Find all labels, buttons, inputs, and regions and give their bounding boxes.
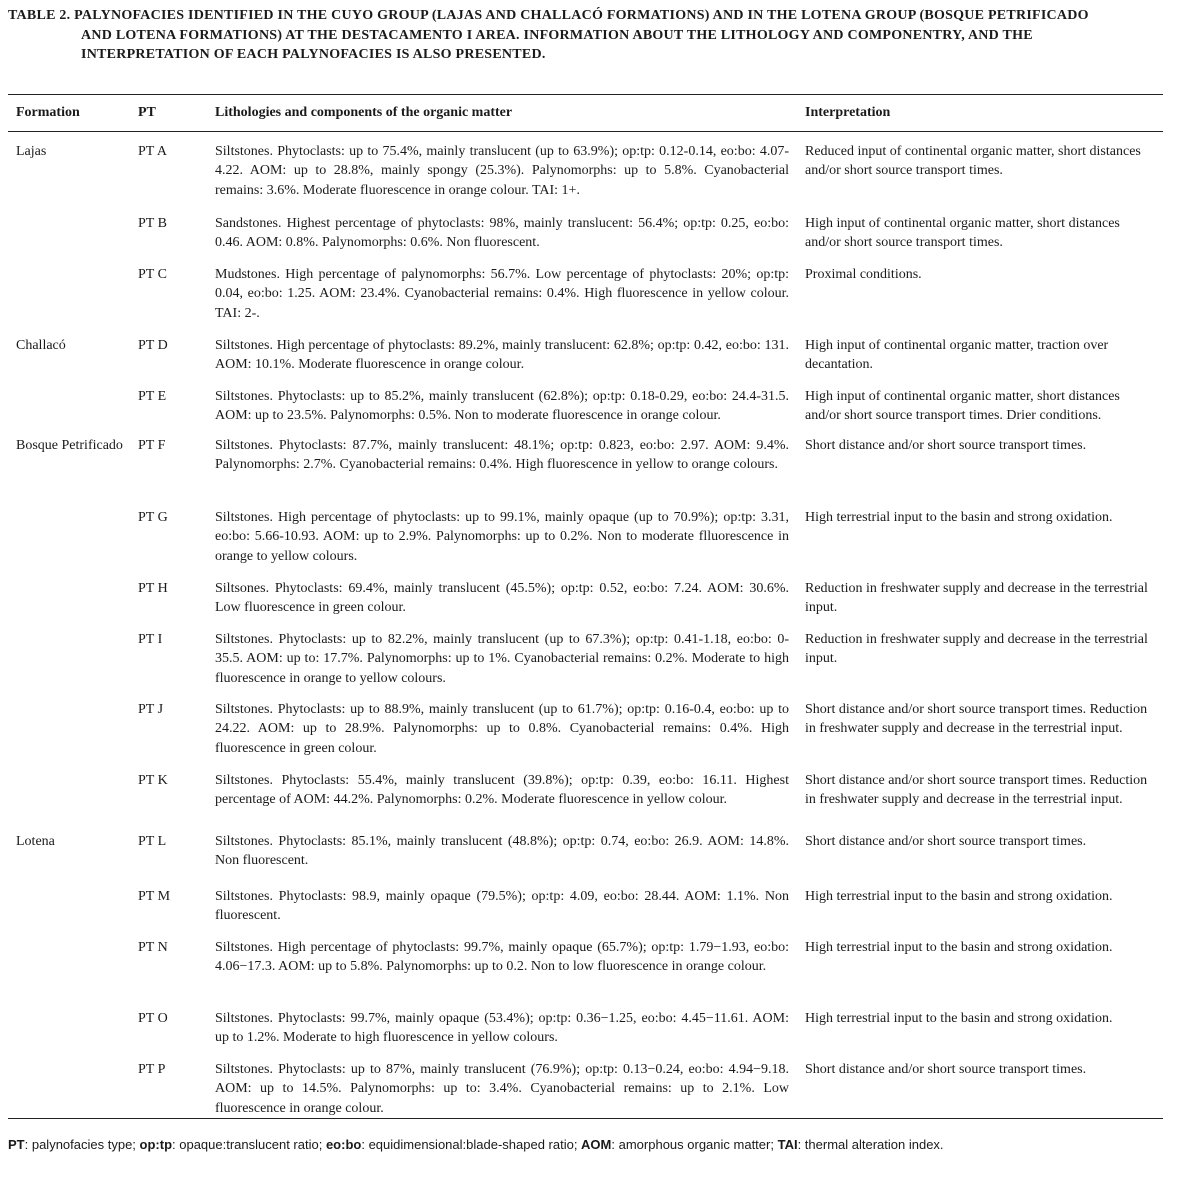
cell-interpretation: High terrestrial input to the basin and strong oxidation. bbox=[805, 509, 1113, 525]
cell-formation: Lotena bbox=[16, 834, 55, 850]
palynofacies-table bbox=[8, 94, 1163, 1119]
footnote-abbr: eo:bo bbox=[325, 1137, 362, 1152]
cell-lithology: Siltstones. High percentage of phytoclasts: 89.2%, mainly translucent: 62.8%; op:tp: 0.42, eo:bo: 131. AOM: 10.1%. Moderate fluorescence in orange colour. bbox=[215, 338, 789, 373]
cell-interpretation: Short distance and/or short source transport times. bbox=[805, 834, 1087, 850]
cell-pt: PT I bbox=[138, 631, 163, 647]
cell-formation bbox=[8, 567, 130, 618]
cell-formation bbox=[8, 496, 130, 567]
cell-formation bbox=[8, 688, 130, 759]
table-row bbox=[8, 426, 1163, 496]
header-interpretation: Interpretation bbox=[797, 95, 1163, 132]
table-caption bbox=[8, 6, 1174, 65]
cell-interpretation: Short distance and/or short source transport times. Reduction in freshwater supply and decrease in the terrestrial input. bbox=[805, 702, 1148, 737]
cell-interpretation: High input of continental organic matter, short distances and/or short source transport times. bbox=[805, 216, 1120, 251]
cell-pt: PT C bbox=[138, 267, 167, 282]
cell-pt: PT P bbox=[130, 1048, 207, 1119]
cell-formation bbox=[8, 202, 130, 253]
cell-interpretation: Short distance and/or short source transport times. bbox=[805, 437, 1087, 453]
cell-lithology: Siltstones. Phytoclasts: 99.7%, mainly opaque (53.4%); op:tp: 0.36−1.25, eo:bo: 4.45−11.61. AOM: up to 1.2%. Moderate to high fluorescence in yellow colours. bbox=[215, 1011, 789, 1046]
cell-pt: PT N bbox=[138, 940, 168, 956]
cell-interpretation: Short distance and/or short source transport times. Reduction in freshwater supply and decrease in the terrestrial input. bbox=[805, 773, 1148, 808]
footnote-abbr: AOM bbox=[581, 1137, 612, 1152]
cell-pt: PT K bbox=[138, 773, 168, 789]
footnote-def: : amorphous organic matter; bbox=[611, 1137, 778, 1152]
cell-lithology: Siltstones. Phytoclasts: up to 88.9%, mainly translucent (up to 61.7%); op:tp: 0.16-0.4, eo:bo: up to 24.22. AOM: up to 28.9%. Palynomorphs: up to 0.8%. Cyanobacterial remains: 0.4%. High fluorescence in green colour. bbox=[215, 702, 789, 756]
cell-interpretation: High input of continental organic matter, traction over decantation. bbox=[805, 338, 1109, 373]
caption-line: TABLE 2. PALYNOFACIES IDENTIFIED IN THE CUYO GROUP (LAJAS AND CHALLACÓ FORMATIONS) AND IN THE LOTENA GROUP (BOSQUE PETRIFICADO bbox=[8, 8, 1089, 23]
table-row bbox=[8, 824, 1163, 875]
cell-interpretation: High terrestrial input to the basin and strong oxidation. bbox=[805, 1011, 1113, 1027]
table-row bbox=[8, 759, 1163, 824]
cell-formation bbox=[8, 759, 130, 824]
header-formation: Formation bbox=[8, 95, 130, 132]
cell-lithology: Siltstones. High percentage of phytoclasts: 99.7%, mainly opaque (65.7%); op:tp: 1.79−1.93, eo:bo: 4.06−17.3. AOM: up to 5.8%. Palynomorphs: up to 0.2. Non to low fluorescence in orange colour. bbox=[215, 940, 789, 975]
table-row bbox=[8, 618, 1163, 688]
table-row bbox=[8, 997, 1163, 1048]
table-row bbox=[8, 375, 1163, 426]
footnote-abbr: PT bbox=[8, 1137, 25, 1152]
cell-lithology: Siltstones. Phytoclasts: up to 75.4%, mainly translucent (up to 63.9%); op:tp: 0.12-0.14, eo:bo: 4.07-4.22. AOM: up to 28.8%, mainly spongy (25.3%). Palynomorphs: up to 5.8%. Cyanobacterial remains: 3.6%. Moderate fluorescence in orange colour. TAI: 1+. bbox=[215, 144, 789, 198]
cell-interpretation: High input of continental organic matter, short distances and/or short source transport times. Drier conditions. bbox=[805, 389, 1120, 424]
cell-formation: Challacó bbox=[16, 338, 66, 353]
cell-formation bbox=[8, 875, 130, 926]
table-row bbox=[8, 132, 1163, 203]
footnote-def: : opaque:translucent ratio; bbox=[172, 1137, 326, 1152]
cell-lithology: Siltstones. Phytoclasts: up to 82.2%, mainly translucent (up to 67.3%); op:tp: 0.41-1.18, eo:bo: 0-35.5. AOM: up to: 17.7%. Palynomorphs: up to 1%. Cyanobacterial remains: 0.2%. Moderate to high fluorescence in orange to yellow colours. bbox=[215, 631, 789, 686]
cell-pt: PT B bbox=[138, 216, 167, 231]
cell-lithology: Siltsones. Phytoclasts: 69.4%, mainly translucent (45.5%); op:tp: 0.52, eo:bo: 7.24. AOM: 30.6%. Low fluorescence in green colour. bbox=[215, 580, 789, 616]
cell-formation: Bosque Petrificado bbox=[16, 437, 123, 453]
header-lithology: Lithologies and components of the organic matter bbox=[207, 95, 797, 132]
footnote-abbr: op:tp bbox=[139, 1137, 173, 1152]
cell-pt: PT O bbox=[138, 1011, 168, 1027]
cell-formation bbox=[8, 926, 130, 997]
cell-lithology: Siltstones. Phytoclasts: up to 85.2%, mainly translucent (62.8%); op:tp: 0.18-0.29, eo:bo: 24.4-31.5. AOM: up to 23.5%. Palynomorphs: 0.5%. Non to moderate fluorescence in orange colour. bbox=[215, 389, 789, 424]
cell-lithology: Siltstones. Phytoclasts: 85.1%, mainly translucent (48.8%); op:tp: 0.74, eo:bo: 26.9. AOM: 14.8%. Non fluorescent. bbox=[215, 834, 789, 869]
cell-pt: PT E bbox=[138, 389, 167, 404]
table-header-row bbox=[8, 95, 1163, 132]
cell-formation bbox=[8, 997, 130, 1048]
cell-pt: PT H bbox=[138, 580, 168, 596]
header-pt: PT bbox=[130, 95, 207, 132]
cell-lithology: Siltstones. Phytoclasts: 55.4%, mainly translucent (39.8%); op:tp: 0.39, eo:bo: 16.11. Highest percentage of AOM: 44.2%. Palynomorphs: 0.2%. Moderate fluorescence in yellow colour. bbox=[215, 773, 789, 808]
table-row bbox=[8, 926, 1163, 997]
table-row bbox=[8, 1048, 1163, 1119]
cell-interpretation: Short distance and/or short source transport times. bbox=[797, 1048, 1163, 1119]
cell-pt: PT L bbox=[138, 834, 167, 850]
table-row bbox=[8, 567, 1163, 618]
cell-pt: PT F bbox=[138, 437, 166, 453]
table-row bbox=[8, 202, 1163, 253]
table-footnote bbox=[8, 1137, 1174, 1152]
table-body bbox=[8, 132, 1163, 1119]
cell-pt: PT J bbox=[138, 702, 164, 718]
cell-lithology: Siltstones. Phytoclasts: 98.9, mainly opaque (79.5%); op:tp: 4.09, eo:bo: 28.44. AOM: 1.1%. Non fluorescent. bbox=[215, 889, 789, 924]
table-row bbox=[8, 324, 1163, 375]
table-row bbox=[8, 688, 1163, 759]
cell-interpretation: Reduction in freshwater supply and decrease in the terrestrial input. bbox=[805, 580, 1148, 616]
cell-lithology: Sandstones. Highest percentage of phytoclasts: 98%, mainly translucent: 56.4%; op:tp: 0.25, eo:bo: 0.46. AOM: 0.8%. Palynomorphs: 0.6%. Non fluorescent. bbox=[215, 216, 789, 251]
caption-line: AND LOTENA FORMATIONS) AT THE DESTACAMENTO I AREA. INFORMATION ABOUT THE LITHOLOGY AND COMPONENTRY, AND THE bbox=[81, 27, 1033, 43]
cell-formation bbox=[8, 253, 130, 324]
cell-lithology: Siltstones. High percentage of phytoclasts: up to 99.1%, mainly opaque (up to 70.9%); op:tp: 3.31, eo:bo: 5.66-10.93. AOM: up to 2.9%. Palynomorphs: up to 0.2%. Non to moderate flluorescence in orange to yellow colours. bbox=[215, 509, 789, 564]
cell-pt: PT G bbox=[138, 509, 168, 525]
cell-lithology: Siltstones. Phytoclasts: 87.7%, mainly translucent: 48.1%; op:tp: 0.823, eo:bo: 2.97. AOM: 9.4%. Palynomorphs: 2.7%. Cyanobacterial remains: 0.4%. High fluorescence in yellow to orange colours. bbox=[215, 437, 789, 473]
cell-interpretation: Proximal conditions. bbox=[805, 267, 922, 282]
table-row bbox=[8, 496, 1163, 567]
cell-interpretation: Reduction in freshwater supply and decrease in the terrestrial input. bbox=[805, 631, 1148, 667]
footnote-def: : equidimensional:blade-shaped ratio; bbox=[361, 1137, 582, 1152]
cell-interpretation: High terrestrial input to the basin and strong oxidation. bbox=[805, 940, 1113, 956]
footnote-def: : thermal alteration index. bbox=[797, 1137, 944, 1152]
footnote-def: : palynofacies type; bbox=[24, 1137, 140, 1152]
table-row bbox=[8, 875, 1163, 926]
cell-lithology: Mudstones. High percentage of palynomorphs: 56.7%. Low percentage of phytoclasts: 20%; op:tp: 0.04, eo:bo: 1.25. AOM: 23.4%. Cyanobacterial remains: 0.4%. High fluorescence in yellow colour. TAI: 2-. bbox=[215, 267, 789, 321]
cell-pt: PT M bbox=[138, 889, 171, 905]
cell-lithology: Siltstones. Phytoclasts: up to 87%, mainly translucent (76.9%); op:tp: 0.13−0.24, eo:bo: 4.94−9.18. AOM: up to 14.5%. Palynomorphs: up to: 3.4%. Cyanobacterial remains: up to 2.1%. Low fluorescence in orange colour. bbox=[207, 1048, 797, 1119]
cell-formation bbox=[8, 618, 130, 688]
cell-formation bbox=[8, 1048, 130, 1119]
footnote-abbr: TAI bbox=[777, 1137, 798, 1152]
cell-interpretation: Reduced input of continental organic matter, short distances and/or short source transport times. bbox=[805, 144, 1141, 179]
cell-interpretation: High terrestrial input to the basin and strong oxidation. bbox=[805, 889, 1113, 905]
cell-pt: PT A bbox=[138, 144, 167, 159]
cell-pt: PT D bbox=[138, 338, 168, 353]
cell-formation: Lajas bbox=[16, 144, 47, 159]
table-row bbox=[8, 253, 1163, 324]
caption-line: INTERPRETATION OF EACH PALYNOFACIES IS ALSO PRESENTED. bbox=[81, 47, 546, 62]
cell-formation bbox=[8, 375, 130, 426]
